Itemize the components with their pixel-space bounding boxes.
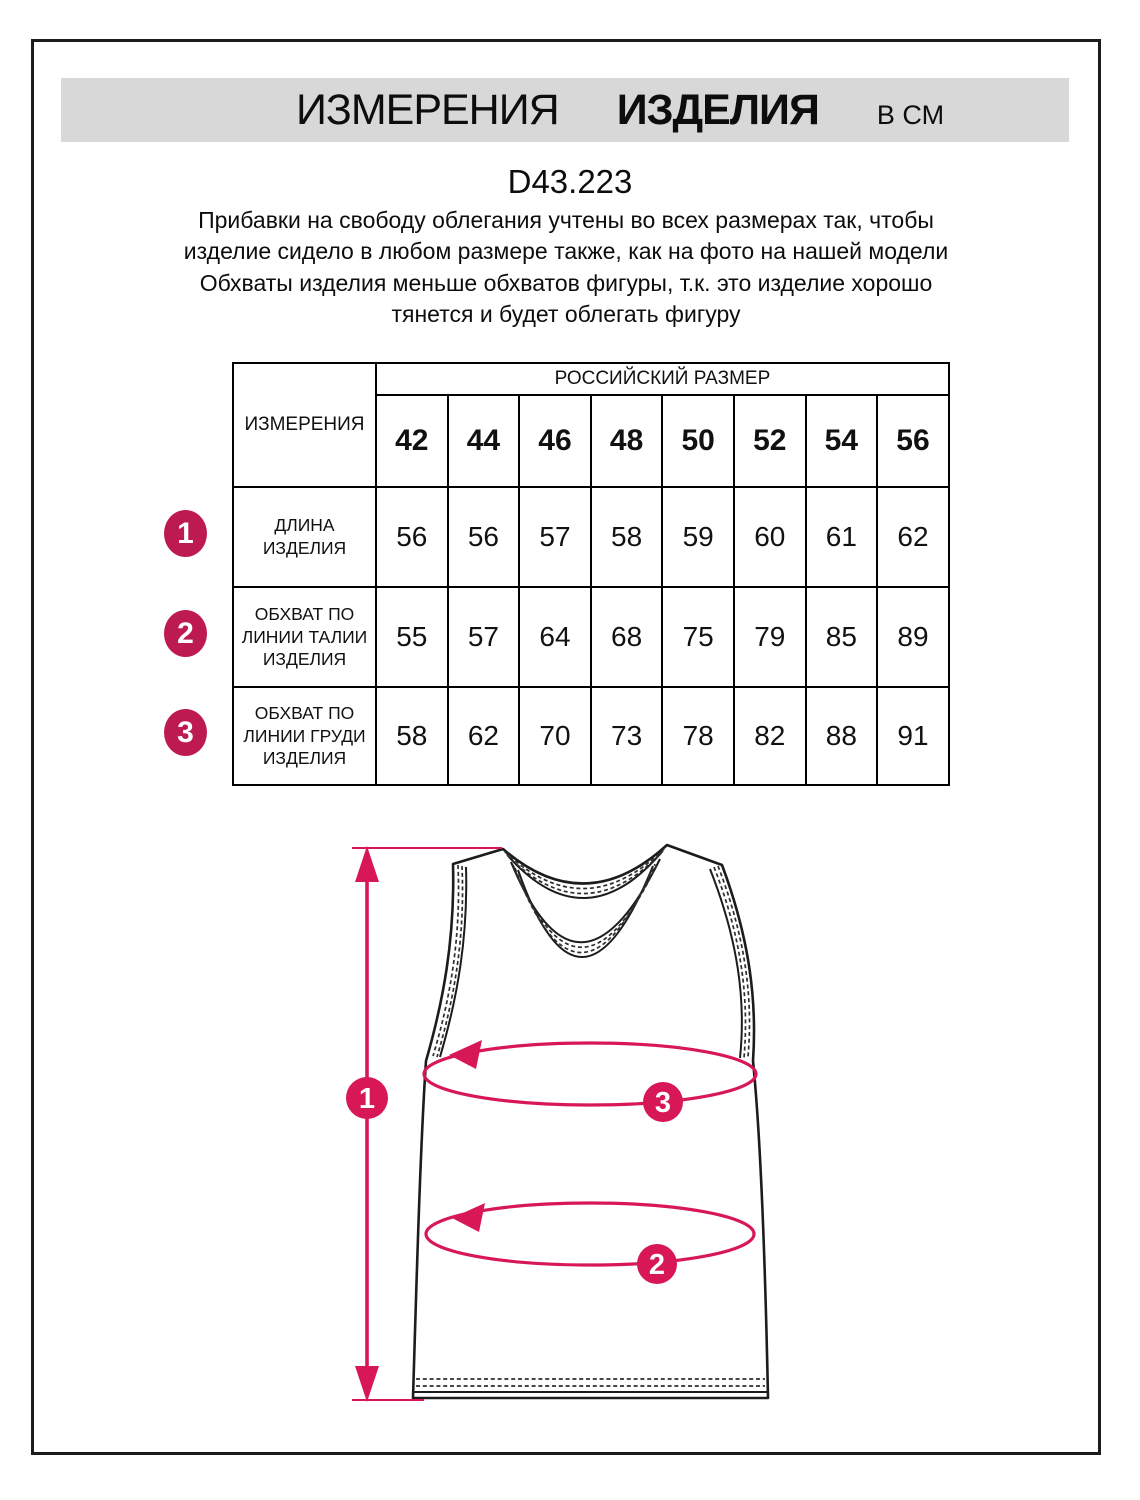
fit-note-1: Прибавки на свободу облегания учтены во всех размерах так, чтобы изделие сидело в любом размере также, как на фото на нашей модели <box>183 207 949 264</box>
value-cell: 85 <box>806 587 878 687</box>
value-cell: 59 <box>662 487 734 587</box>
value-cell: 75 <box>662 587 734 687</box>
product-code: D43.223 <box>507 163 633 200</box>
size-header-cell: 52 <box>734 395 806 487</box>
row-badge-2: 2 <box>164 610 207 657</box>
value-cell: 57 <box>519 487 591 587</box>
value-cell: 56 <box>376 487 448 587</box>
value-cell: 78 <box>662 687 734 785</box>
size-header-cell: 54 <box>806 395 878 487</box>
value-cell: 70 <box>519 687 591 785</box>
fit-note-2: Обхваты изделия меньше обхватов фигуры, т.к. это изделие хорошо тянется и будет облегать фигуру <box>199 270 933 327</box>
value-cell: 62 <box>448 687 520 785</box>
value-cell: 60 <box>734 487 806 587</box>
measurements-header-cell: ИЗМЕРЕНИЯ <box>233 363 376 487</box>
size-header-cell: 42 <box>376 395 448 487</box>
diagram-badge-length <box>346 1077 388 1119</box>
diagram-badge-chest <box>643 1082 683 1122</box>
row-label: ОБХВАТ ПО ЛИНИИ ТАЛИИ ИЗДЕЛИЯ <box>233 587 376 687</box>
value-cell: 62 <box>877 487 949 587</box>
value-cell: 82 <box>734 687 806 785</box>
value-cell: 68 <box>591 587 663 687</box>
value-cell: 73 <box>591 687 663 785</box>
value-cell: 61 <box>806 487 878 587</box>
svg-text:2: 2 <box>648 1249 666 1281</box>
title-measurements: ИЗМЕРЕНИЯ <box>295 85 559 134</box>
title-product: ИЗДЕЛИЯ <box>616 85 819 134</box>
value-cell: 89 <box>877 587 949 687</box>
value-cell: 64 <box>519 587 591 687</box>
row-badge-3: 3 <box>164 709 207 756</box>
size-header-cell: 48 <box>591 395 663 487</box>
title-units: В СМ <box>876 99 945 130</box>
value-cell: 57 <box>448 587 520 687</box>
svg-text:1: 1 <box>358 1083 376 1115</box>
size-header-cell: 44 <box>448 395 520 487</box>
size-header-cell: 56 <box>877 395 949 487</box>
value-cell: 55 <box>376 587 448 687</box>
size-header-cell: 46 <box>519 395 591 487</box>
row-label: ДЛИНА ИЗДЕЛИЯ <box>233 487 376 587</box>
diagram-badge-waist <box>637 1244 677 1284</box>
row-label: ОБХВАТ ПО ЛИНИИ ГРУДИ ИЗДЕЛИЯ <box>233 687 376 785</box>
tank-top-outline <box>413 845 768 1398</box>
value-cell: 58 <box>591 487 663 587</box>
svg-text:3: 3 <box>654 1087 672 1119</box>
value-cell: 79 <box>734 587 806 687</box>
value-cell: 58 <box>376 687 448 785</box>
value-cell: 91 <box>877 687 949 785</box>
russian-size-header-cell: РОССИЙСКИЙ РАЗМЕР <box>376 363 949 395</box>
value-cell: 56 <box>448 487 520 587</box>
value-cell: 88 <box>806 687 878 785</box>
row-badge-1: 1 <box>164 510 207 557</box>
size-header-cell: 50 <box>662 395 734 487</box>
